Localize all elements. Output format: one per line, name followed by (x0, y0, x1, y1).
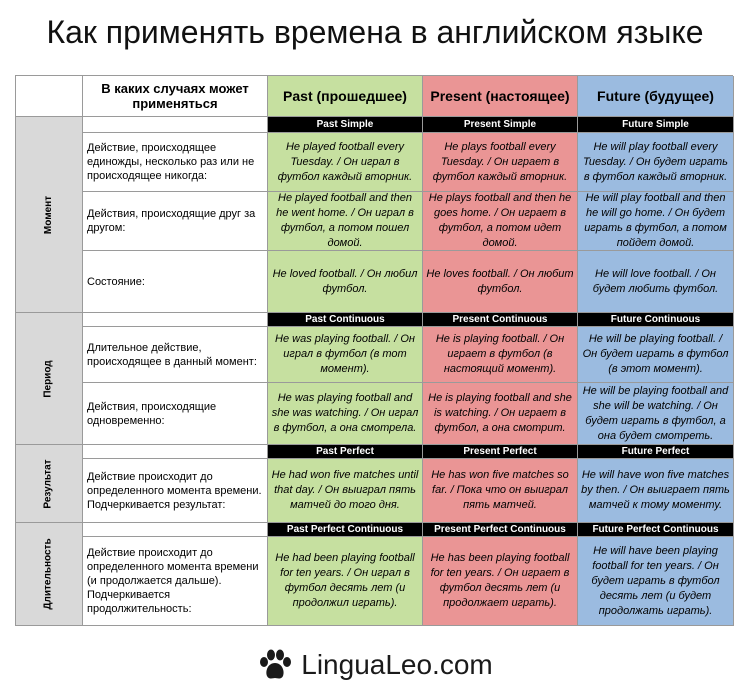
header-present: Present (настоящее) (423, 76, 578, 117)
band-spacer (83, 523, 268, 537)
example-present: He has been playing football for ten years. / Он играет в футбол десять лет (и продолжает играть). (423, 537, 578, 626)
header-corner (16, 76, 83, 117)
band-future-perfect: Future Perfect (578, 445, 734, 459)
example-past: He was playing football and she was watching. / Он играл в футбол, а она смотрела. (268, 383, 423, 445)
band-spacer (83, 117, 268, 133)
row-description: Действие, происходящее единожды, несколько раз или не происходящее никогда: (83, 133, 268, 192)
band-spacer (83, 445, 268, 459)
example-present: He plays football and then he goes home. / Он играет в футбол, а потом идет домой. (423, 192, 578, 251)
lingualeo-logo (0, 640, 750, 690)
band-past-simple: Past Simple (268, 117, 423, 133)
example-past: He was playing football. / Он играл в футбол (в тот момент). (268, 327, 423, 383)
header-description: В каких случаях может применяться (83, 76, 268, 117)
example-future: He will love football. / Он будет любить футбол. (578, 251, 734, 313)
group-label-moment (16, 117, 83, 313)
band-future-continuous: Future Continuous (578, 313, 734, 327)
example-future: He will have been playing football for ten years. / Он будет играть в футбол десять лет (и будет продолжать играть). (578, 537, 734, 626)
band-future-perfect-continuous: Future Perfect Continuous (578, 523, 734, 537)
group-label-duration-text: Длительность (43, 538, 54, 610)
row-description: Действия, происходящие друг за другом: (83, 192, 268, 251)
page-title: Как применять времена в английском языке (46, 14, 704, 50)
example-future: He will have won five matches by then. / Он выиграет пять матчей к тому моменту. (578, 459, 734, 523)
band-present-simple: Present Simple (423, 117, 578, 133)
example-past: He loved football. / Он любил футбол. (268, 251, 423, 313)
example-future: He will be playing football. / Он будет играть в футбол (в этот момент). (578, 327, 734, 383)
example-past: He played football and then he went home. / Он играл в футбол, а потом пошел домой. (268, 192, 423, 251)
group-label-period-text: Период (43, 359, 54, 398)
group-label-period (16, 313, 83, 445)
row-description: Состояние: (83, 251, 268, 313)
group-label-duration (16, 523, 83, 626)
tenses-table (15, 75, 733, 626)
header-future: Future (будущее) (578, 76, 734, 117)
row-description: Длительное действие, происходящее в данный момент: (83, 327, 268, 383)
example-past: He had won five matches until that day. / Он выиграл пять матчей до того дня. (268, 459, 423, 523)
row-description: Действия, происходящие одновременно: (83, 383, 268, 445)
example-present: He is playing football and she is watching. / Он играет в футбол, а она смотрит. (423, 383, 578, 445)
group-label-result (16, 445, 83, 523)
band-future-simple: Future Simple (578, 117, 734, 133)
header-past: Past (прошедшее) (268, 76, 423, 117)
row-description: Действие происходит до определенного момента времени. Подчеркивается результат: (83, 459, 268, 523)
row-description: Действие происходит до определенного момента времени (и продолжается дальше). Подчеркивается продолжительность: (83, 537, 268, 626)
group-label-result-text: Результат (43, 458, 54, 509)
example-past: He had been playing football for ten years. / Он играл в футбол десять лет (и продолжил играть). (268, 537, 423, 626)
example-future: He will play football and then he will go home. / Он будет играть в футбол, а потом пойдет домой. (578, 192, 734, 251)
example-present: He is playing football. / Он играет в футбол (в настоящий момент). (423, 327, 578, 383)
band-present-continuous: Present Continuous (423, 313, 578, 327)
band-past-perfect: Past Perfect (268, 445, 423, 459)
example-past: He played football every Tuesday. / Он играл в футбол каждый вторник. (268, 133, 423, 192)
band-present-perfect-continuous: Present Perfect Continuous (423, 523, 578, 537)
band-spacer (83, 313, 268, 327)
group-label-moment-text: Момент (42, 195, 54, 234)
paw-icon (257, 647, 293, 683)
example-present: He plays football every Tuesday. / Он играет в футбол каждый вторник. (423, 133, 578, 192)
example-present: He has won five matches so far. / Пока что он выиграл пять матчей. (423, 459, 578, 523)
band-present-perfect: Present Perfect (423, 445, 578, 459)
example-future: He will be playing football and she will be watching. / Он будет играть в футбол, а она будет смотреть. (578, 383, 734, 445)
example-future: He will play football every Tuesday. / Он будет играть в футбол каждый вторник. (578, 133, 734, 192)
band-past-perfect-continuous: Past Perfect Continuous (268, 523, 423, 537)
band-past-continuous: Past Continuous (268, 313, 423, 327)
logo-text: LinguaLeo.com (301, 649, 493, 680)
example-present: He loves football. / Он любит футбол. (423, 251, 578, 313)
